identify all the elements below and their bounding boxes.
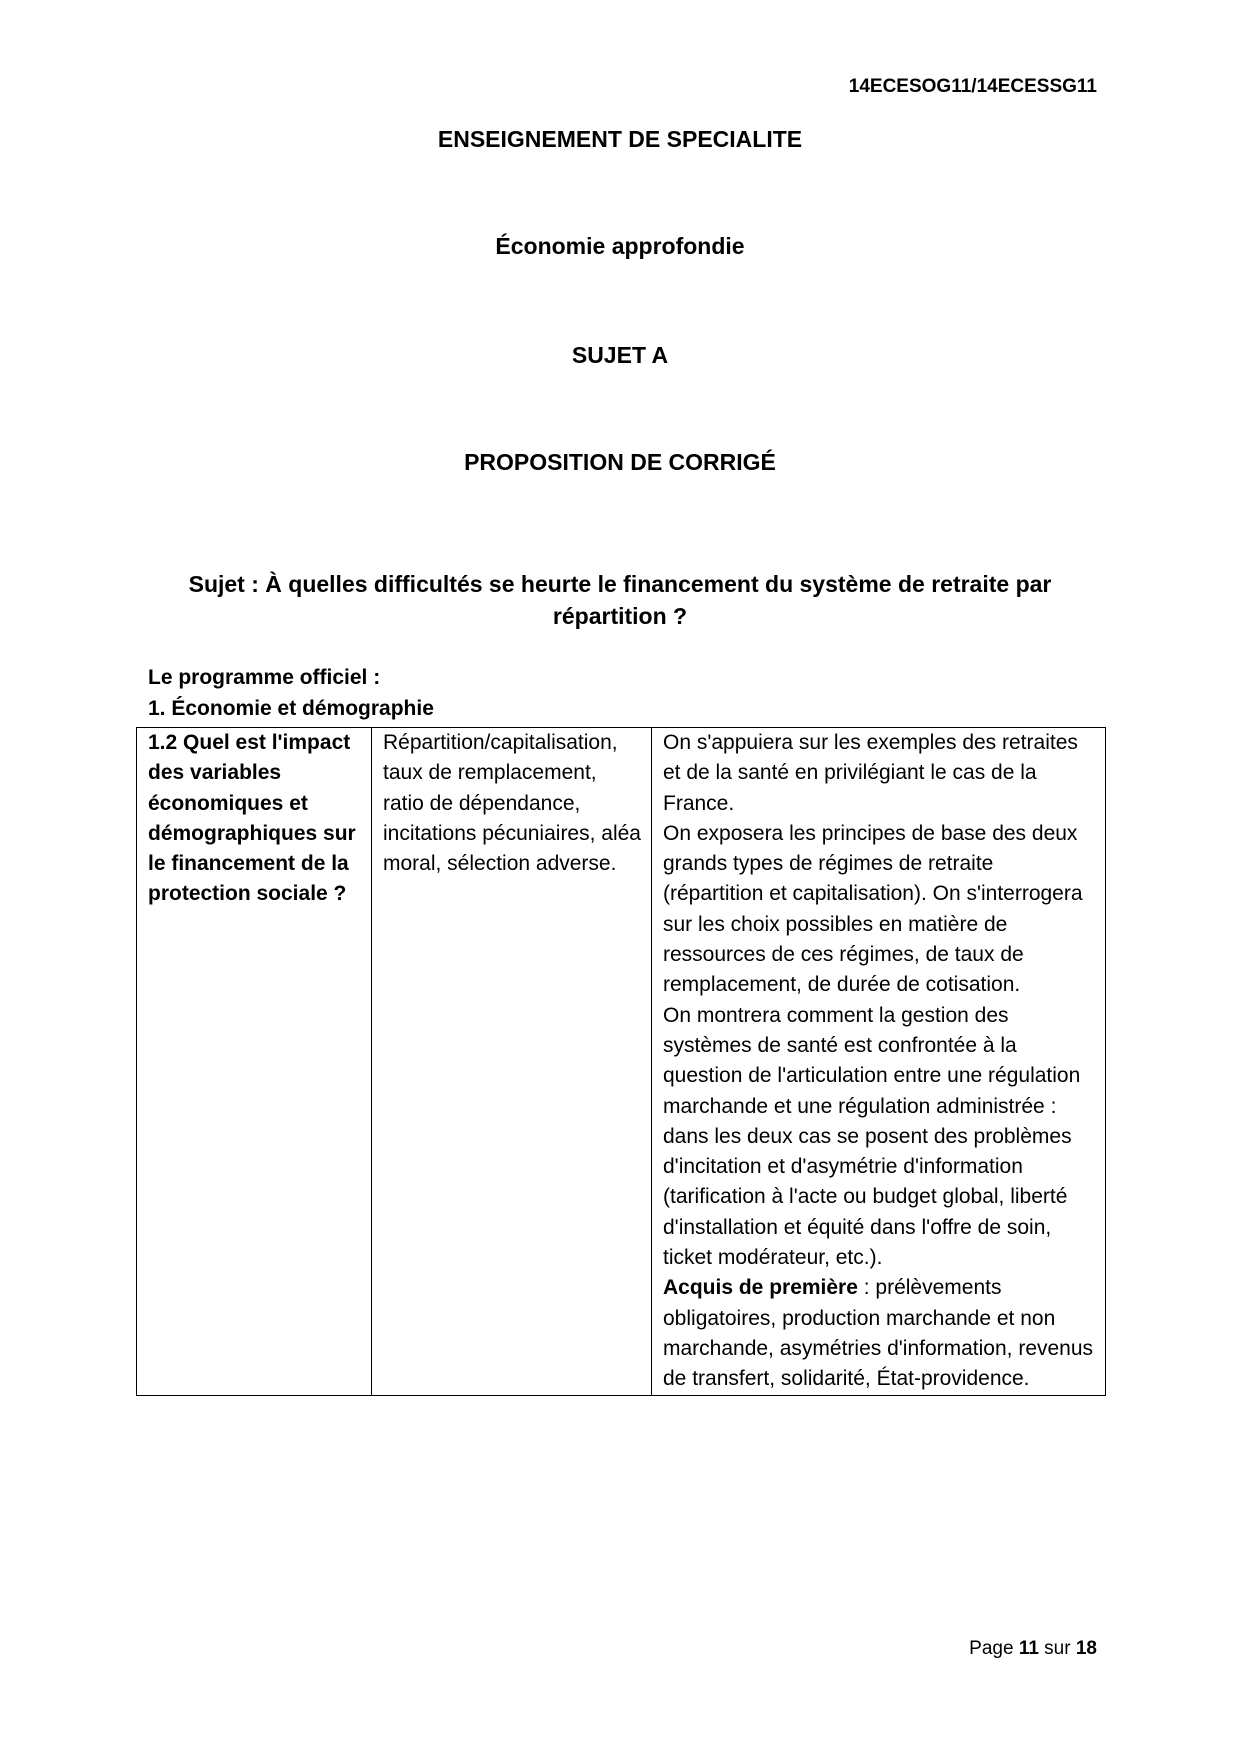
indications-paragraph-2: On exposera les principes de base des deux grands types de régimes de retraite (répartition et capitalisation). On s'interrogera sur les choix possibles en matière de ressources de ces régimes, de taux de remplacement, de durée de cotisation.: [663, 821, 1083, 997]
page-prefix: Page: [969, 1638, 1019, 1659]
subject-question-line-1: Sujet : À quelles difficultés se heurte le financement du système de retraite par: [188, 571, 1052, 597]
page-current: 11: [1018, 1638, 1039, 1659]
page-middle: sur: [1038, 1638, 1076, 1659]
acquis-label: Acquis de première: [663, 1276, 858, 1300]
indications-paragraph-3: On montrera comment la gestion des systèmes de santé est confrontée à la question de l'articulation entre une régulation marchande et une régulation administrée : dans les deux cas se posent des problèmes d'incitation et d'asymétrie d'information (tarification à l'acte ou budget global, liberté d'installation et équité dans l'offre de soin, ticket modérateur, etc.).: [663, 1003, 1081, 1270]
heading-enseignement: ENSEIGNEMENT DE SPECIALITE: [437, 126, 803, 152]
table-cell-notions: Répartition/capitalisation, taux de remplacement, ratio de dépendance, incitations pécuniaires, aléa moral, sélection adverse.: [372, 728, 652, 1396]
indications-acquis: [663, 1273, 1096, 1394]
heading-subject-area: Économie approfondie: [495, 233, 745, 259]
indications-paragraph-1: On s'appuiera sur les exemples des retraites et de la santé en privilégiant le cas de la France.: [663, 731, 1078, 815]
document-code: 14ECESOG11/14ECESSG11: [848, 76, 1097, 97]
subject-question-line-2: répartition ?: [552, 603, 688, 629]
programme-theme: 1. Économie et démographie: [148, 697, 434, 720]
programme-label: Le programme officiel :: [148, 666, 381, 689]
page-number: [969, 1638, 1097, 1660]
subject-question: [145, 568, 1095, 632]
heading-proposition: PROPOSITION DE CORRIGÉ: [464, 449, 776, 475]
table-row: [137, 728, 1106, 1396]
table-cell-indications: [652, 728, 1106, 1396]
page-total: 18: [1075, 1638, 1097, 1659]
programme-table: [136, 727, 1106, 1396]
heading-sujet: SUJET A: [571, 342, 669, 368]
table-cell-question: 1.2 Quel est l'impact des variables économiques et démographiques sur le financement de la protection sociale ?: [137, 728, 372, 1396]
acquis-text: : prélèvements obligatoires, production marchande et non marchande, asymétries d'information, revenus de transfert, solidarité, État-providence.: [663, 1276, 1094, 1391]
